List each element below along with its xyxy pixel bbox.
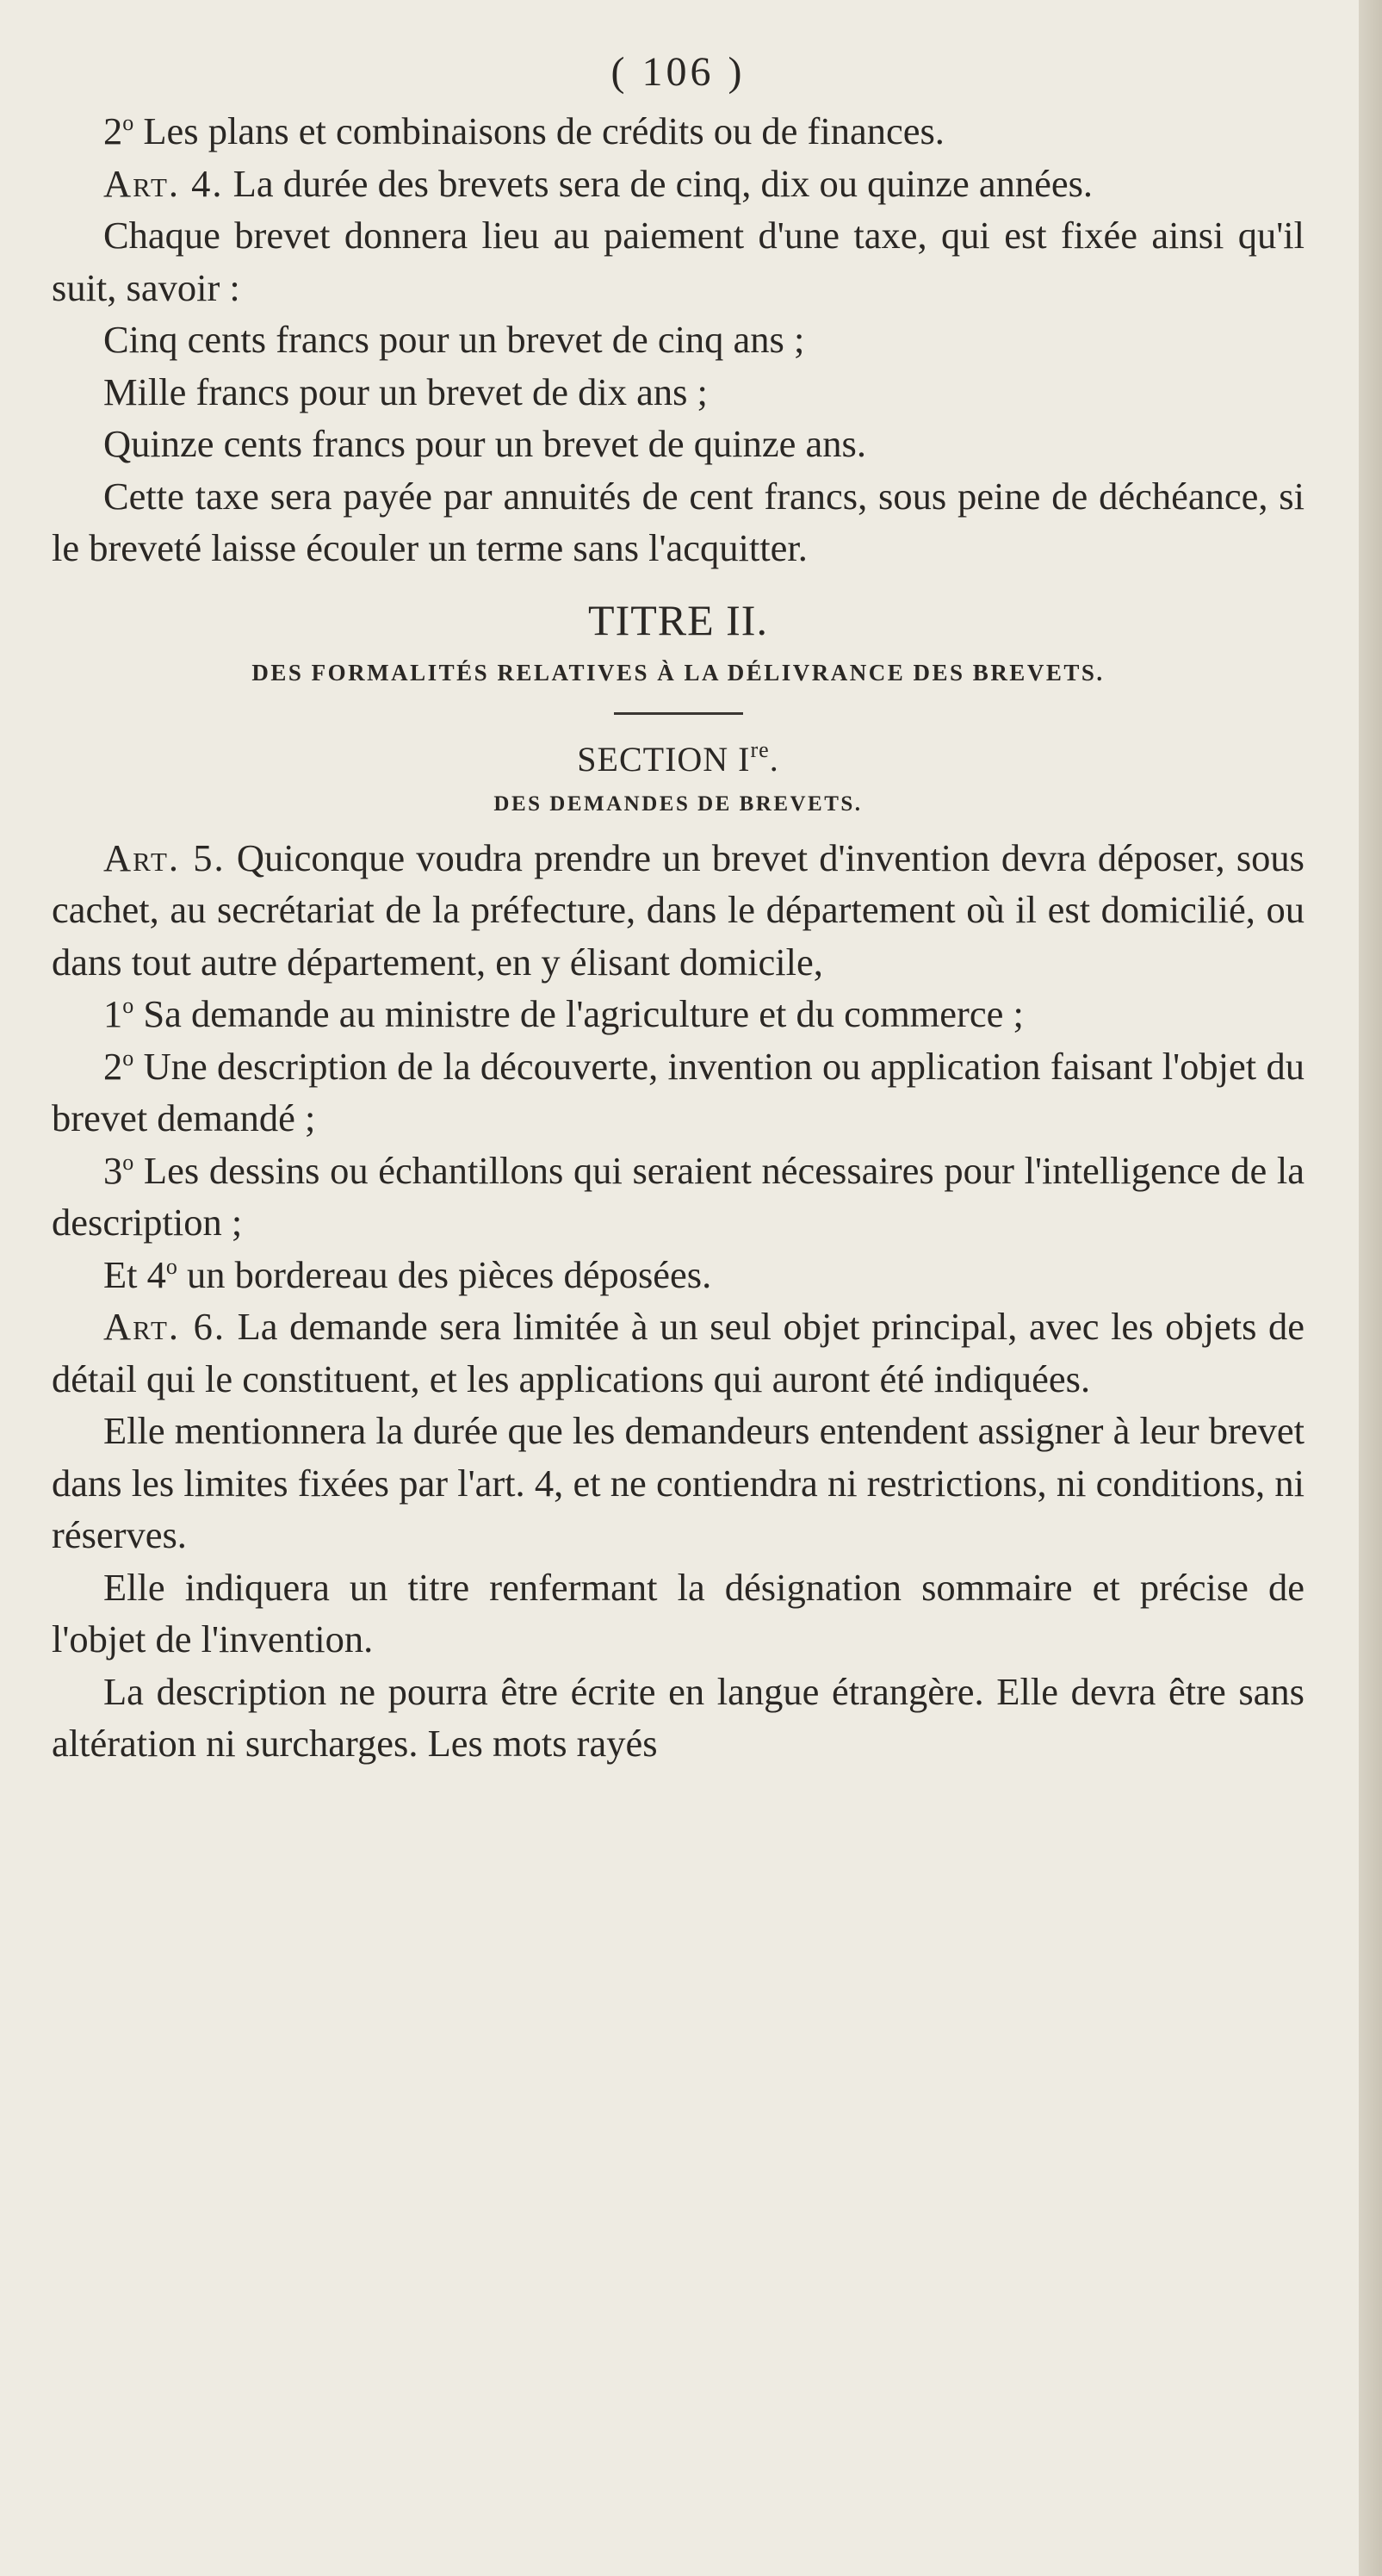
section-divider-rule xyxy=(614,712,743,715)
list-ordinal: 3 xyxy=(103,1148,123,1192)
paragraph-text: Cette taxe sera payée par annuités de cent francs, sous peine de déchéance, si le breveté laisse écouler un terme sans l'acquitter. xyxy=(52,474,1305,569)
paragraph-text: Chaque brevet donnera lieu au paiement d'une taxe, qui est fixée ainsi qu'il suit, savoir : xyxy=(52,214,1305,309)
paragraph xyxy=(52,1666,1305,1770)
paragraph-text: Cinq cents francs pour un brevet de cinq ans ; xyxy=(103,318,805,361)
paragraph xyxy=(52,158,1305,210)
paragraph-text: Quinze cents francs pour un brevet de quinze ans. xyxy=(103,422,866,465)
page-number: ( 106 ) xyxy=(610,49,746,95)
section-subheading: DES DEMANDES DE BREVETS. xyxy=(493,791,863,816)
paragraph-text: La description ne pourra être écrite en langue étrangère. Elle devra être sans altération ni surcharges. Les mots rayés xyxy=(52,1669,1305,1765)
section-label: SECTION I xyxy=(577,739,751,779)
paragraph xyxy=(52,988,1305,1040)
title-heading: TITRE II. xyxy=(588,595,768,644)
paragraph xyxy=(52,209,1305,313)
paragraph-text: La durée des brevets sera de cinq, dix ou quinze années. xyxy=(223,161,1094,205)
section-label-superscript: re xyxy=(750,736,770,762)
section-heading xyxy=(52,736,1305,784)
paragraph-text: Les plans et combinaisons de crédits ou de finances. xyxy=(133,109,945,152)
paragraph-text: Sa demande au ministre de l'agriculture et du commerce ; xyxy=(133,992,1024,1035)
page-gutter-edge xyxy=(1359,0,1382,2576)
ordinal-superscript: o xyxy=(122,993,134,1018)
page-text xyxy=(52,45,1305,1770)
paragraph-text: La demande sera limitée à un seul objet principal, avec les objets de détail qui le constituent, et les applications qui auront été indiquées. xyxy=(52,1305,1305,1400)
paragraph-text: Quiconque voudra prendre un brevet d'invention devra déposer, sous cachet, au secrétariat de la préfecture, dans le département où il est domicilié, ou dans tout autre département, en y élisant domicile, xyxy=(52,835,1305,984)
ordinal-superscript: o xyxy=(122,1149,134,1175)
paragraph xyxy=(52,832,1305,989)
paragraph-text: Une description de la découverte, invention ou application faisant l'objet du brevet demandé ; xyxy=(52,1044,1305,1139)
title-subheading: DES FORMALITÉS RELATIVES À LA DÉLIVRANCE DES BREVETS. xyxy=(251,659,1105,686)
article-label: Art. 4. xyxy=(103,161,224,205)
list-ordinal: 2 xyxy=(103,1044,123,1088)
paragraph-text: Mille francs pour un brevet de dix ans ; xyxy=(103,369,708,413)
paragraph xyxy=(52,418,1305,470)
paragraph xyxy=(52,1145,1305,1249)
section-label-end: . xyxy=(769,739,779,779)
paragraphs-after-section xyxy=(52,832,1305,1770)
list-ordinal: Et 4 xyxy=(103,1252,166,1296)
article-label: Art. 5. xyxy=(103,835,226,879)
paragraph-text: Les dessins ou échantillons qui seraient nécessaires pour l'intelligence de la description ; xyxy=(52,1148,1305,1244)
paragraph-text: Elle mentionnera la durée que les demandeurs entendent assigner à leur brevet dans les limites fixées par l'art. 4, et ne contiendra ni restrictions, ni conditions, ni réserves. xyxy=(52,1409,1305,1556)
paragraph xyxy=(52,1300,1305,1405)
paragraph xyxy=(52,1405,1305,1561)
ordinal-superscript: o xyxy=(122,1045,134,1071)
paragraph xyxy=(52,366,1305,419)
paragraph-text: Elle indiquera un titre renfermant la désignation sommaire et précise de l'objet de l'invention. xyxy=(52,1565,1305,1660)
ordinal-superscript: o xyxy=(122,110,134,135)
paragraph xyxy=(52,313,1305,366)
article-label: Art. 6. xyxy=(103,1305,226,1348)
paragraph xyxy=(52,1249,1305,1301)
ordinal-superscript: o xyxy=(165,1253,177,1279)
paragraphs-before-title xyxy=(52,105,1305,574)
list-ordinal: 2 xyxy=(103,109,123,152)
list-ordinal: 1 xyxy=(103,992,123,1035)
paragraph xyxy=(52,1040,1305,1145)
paragraph xyxy=(52,1561,1305,1666)
paragraph xyxy=(52,470,1305,574)
paragraph xyxy=(52,105,1305,158)
paragraph-text: un bordereau des pièces déposées. xyxy=(177,1252,712,1296)
